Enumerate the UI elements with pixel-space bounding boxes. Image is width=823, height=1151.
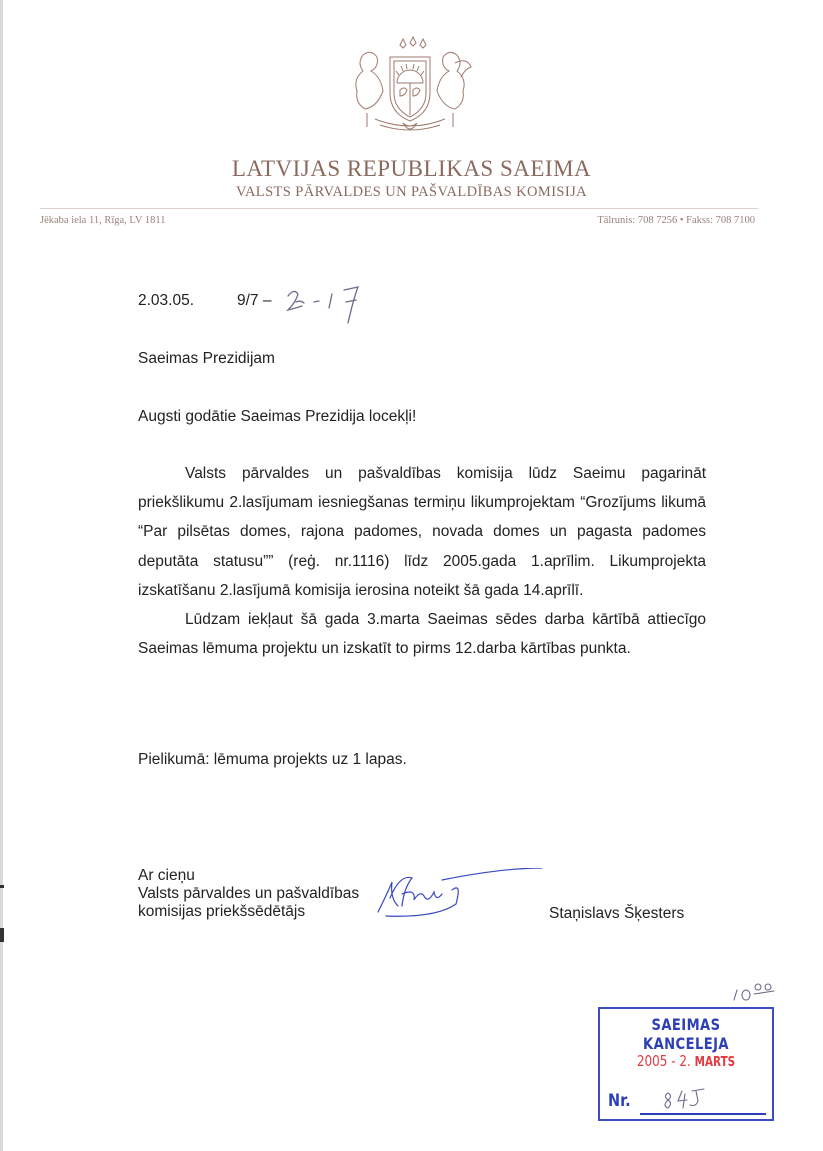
stamp-year: 2005 bbox=[636, 1052, 668, 1070]
body-paragraph: Lūdzam iekļaut šā gada 3.marta Saeimas sēdes darba kārtībā attiecīgo Saeimas lēmuma projektu un izskatīt to pirms 12.darba kārtības punkta. bbox=[138, 611, 706, 658]
greeting: Augsti godātie Saeimas Prezidija locekļi! bbox=[138, 408, 417, 425]
addressee: Saeimas Prezidijam bbox=[138, 350, 275, 367]
stamp-day: - 2. bbox=[671, 1052, 691, 1070]
signature-block bbox=[138, 867, 359, 921]
header-divider bbox=[40, 208, 758, 209]
scan-mark bbox=[0, 885, 4, 888]
stamp-title: SAEIMAS KANCELEJA bbox=[643, 1015, 729, 1053]
attachment-note: Pielikumā: lēmuma projekts uz 1 lapas. bbox=[138, 751, 407, 768]
registry-stamp bbox=[598, 1007, 774, 1121]
stamp-date bbox=[617, 1052, 755, 1070]
stamp-month: MARTS bbox=[694, 1055, 736, 1070]
signer-name: Staņislavs Šķesters bbox=[549, 905, 685, 922]
handwritten-time-note bbox=[728, 978, 788, 1006]
org-subtitle: VALSTS PĀRVALDES UN PAŠVALDĪBAS KOMISIJA bbox=[235, 184, 588, 200]
handwritten-registry-number bbox=[660, 1085, 710, 1111]
address: Jēkaba iela 11, Rīga, LV 1811 bbox=[40, 215, 166, 226]
letter-body bbox=[138, 459, 706, 663]
org-title: LATVIJAS REPUBLIKAS SAEIMA bbox=[231, 156, 592, 181]
contact-info: Tālrunis: 708 7256 • Fakss: 708 7100 bbox=[597, 215, 755, 226]
scan-mark bbox=[0, 928, 4, 942]
handwritten-reference bbox=[284, 280, 374, 330]
signer-title-line2: komisijas priekšsēdētājs bbox=[138, 903, 306, 920]
coat-of-arms-icon bbox=[345, 35, 475, 143]
stamp-nr-label: Nr. bbox=[608, 1091, 631, 1111]
reference-number: 9/7 – bbox=[237, 292, 272, 309]
signer-title-line1: Valsts pārvaldes un pašvaldības bbox=[138, 885, 360, 902]
signature-icon bbox=[372, 868, 547, 918]
closing: Ar cieņu bbox=[138, 867, 195, 884]
body-paragraph: Valsts pārvaldes un pašvaldības komisija lūdz Saeimu pagarināt priekšlikumu 2.lasījumam iesniegšanas termiņu likumprojektam “Grozījums likumā “Par pilsētas domes, rajona padomes, novada domes un pagasta padomes deputāta statusu”” (reģ. nr.1116) līdz 2005.gada 1.aprīlim. Likumprojekta izskatīšanu 2.lasījumā komisija ierosina noteikt šā gada 14.aprīlī. bbox=[138, 465, 706, 599]
stamp-number-line bbox=[640, 1113, 766, 1115]
letter-date: 2.03.05. bbox=[138, 292, 195, 309]
